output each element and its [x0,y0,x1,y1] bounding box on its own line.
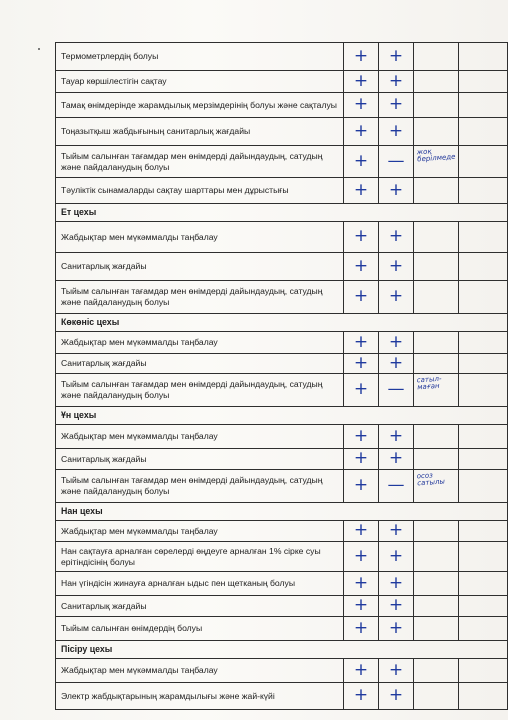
note-cell [414,449,459,470]
section-empty-cell [344,641,379,659]
criterion-label: Электр жабдықтарының жарамдылығы және жай-күйі [56,683,344,710]
criterion-label: Жабдықтар мен мүкәммалды таңбалау [56,659,344,683]
handwritten-mark: + [353,286,369,306]
table-row [56,281,508,314]
mark-cell-first [344,425,379,449]
mark-cell-first [344,93,379,118]
mark-cell-second [379,659,414,683]
table-row [56,425,508,449]
criterion-label: Тыйым салынған тағамдар мен өнімдерді дайындаудың, сатудың және пайдаланудың болуы [56,281,344,314]
mark-cell-first [344,332,379,354]
criterion-label: Нан сақтауға арналған сөрелерді өңдеуге арналған 1% сірке суы ерітіндісінің болуы [56,542,344,572]
handwritten-mark: + [353,352,369,373]
table-row [56,374,508,407]
handwritten-mark: + [353,572,369,593]
mark-cell-second [379,146,414,178]
handwritten-mark: + [388,179,404,200]
section-empty-cell [344,204,379,222]
mark-cell-first [344,222,379,253]
section-empty-cell [459,204,508,222]
section-empty-cell [414,641,459,659]
handwritten-mark: + [353,379,369,399]
section-empty-cell [414,204,459,222]
handwritten-mark: + [388,352,404,373]
section-heading: Ет цехы [56,204,344,222]
mark-cell-second [379,374,414,407]
table-row [56,596,508,617]
criterion-label: Жабдықтар мен мүкәммалды таңбалау [56,425,344,449]
empty-cell [459,683,508,710]
note-cell [414,374,459,407]
section-empty-cell [344,503,379,521]
handwritten-mark: + [353,545,369,566]
empty-cell [459,354,508,374]
mark-cell-first [344,281,379,314]
empty-cell [459,617,508,641]
mark-cell-first [344,617,379,641]
mark-cell-second [379,222,414,253]
note-cell [414,332,459,354]
table-row [56,449,508,470]
note-cell [414,659,459,683]
criterion-label: Тыйым салынған тағамдар мен өнімдерді дайындаудың, сатудың және пайдаланудың болуы [56,146,344,178]
table-row [56,146,508,178]
mark-cell-second [379,253,414,281]
section-row [56,314,508,332]
mark-cell-first [344,118,379,146]
handwritten-mark: + [388,45,404,66]
handwritten-mark: + [353,659,369,680]
mark-cell-first [344,354,379,374]
handwritten-note: жоқ берілмеде [416,147,456,164]
handwritten-mark: + [388,226,404,246]
empty-cell [459,449,508,470]
mark-cell-first [344,521,379,542]
table-row [56,521,508,542]
empty-cell [459,374,508,407]
checklist-table [55,42,508,710]
handwritten-note: осоз сатылы [416,471,446,488]
empty-cell [459,332,508,354]
table-row [56,43,508,71]
mark-cell-first [344,542,379,572]
handwritten-mark: + [353,94,369,114]
mark-cell-first [344,253,379,281]
criterion-label: Санитарлық жағдайы [56,354,344,374]
empty-cell [459,596,508,617]
section-empty-cell [414,314,459,332]
handwritten-mark: + [353,70,369,91]
mark-cell-second [379,617,414,641]
empty-cell [459,71,508,93]
empty-cell [459,542,508,572]
mark-cell-second [379,683,414,710]
handwritten-mark: + [353,448,369,468]
criterion-label: Нан үгіндісін жинауға арналған ыдыс пен щетканың болуы [56,572,344,596]
note-cell [414,521,459,542]
section-empty-cell [459,641,508,659]
handwritten-mark: + [353,475,369,495]
table-row [56,332,508,354]
mark-cell-first [344,178,379,204]
criterion-label: Термометрлердің болуы [56,43,344,71]
mark-cell-first [344,374,379,407]
section-row [56,641,508,659]
section-empty-cell [414,503,459,521]
mark-cell-second [379,425,414,449]
handwritten-mark: + [353,179,369,200]
empty-cell [459,253,508,281]
handwritten-mark: + [353,255,369,276]
handwritten-mark: — [387,475,405,495]
table-row [56,253,508,281]
criterion-label: Тыйым салынған тағамдар мен өнімдерді дайындаудың, сатудың және пайдаланудың болуы [56,374,344,407]
section-empty-cell [459,503,508,521]
empty-cell [459,425,508,449]
table-row [56,118,508,146]
section-empty-cell [379,503,414,521]
note-cell [414,425,459,449]
table-row [56,222,508,253]
handwritten-mark: + [353,425,369,446]
note-cell [414,281,459,314]
handwritten-mark: + [388,94,404,114]
section-heading: Ұн цехы [56,407,344,425]
section-heading: Нан цехы [56,503,344,521]
criterion-label: Жабдықтар мен мүкәммалды таңбалау [56,521,344,542]
empty-cell [459,572,508,596]
mark-cell-second [379,521,414,542]
empty-cell [459,281,508,314]
handwritten-mark: + [388,255,404,276]
table-row [56,470,508,503]
handwritten-mark: + [353,520,369,540]
criterion-label: Тоңазытқыш жабдығының санитарлық жағдайы [56,118,344,146]
mark-cell-second [379,178,414,204]
note-cell [414,572,459,596]
mark-cell-second [379,93,414,118]
handwritten-mark: + [388,595,404,615]
empty-cell [459,178,508,204]
note-cell [414,222,459,253]
note-cell [414,146,459,178]
mark-cell-second [379,43,414,71]
section-empty-cell [344,407,379,425]
criterion-label: Тауар көршілестігін сақтау [56,71,344,93]
mark-cell-first [344,71,379,93]
criterion-label: Санитарлық жағдайы [56,449,344,470]
mark-cell-second [379,118,414,146]
section-heading: Көкөніс цехы [56,314,344,332]
note-cell [414,617,459,641]
table-row [56,617,508,641]
criterion-label: Санитарлық жағдайы [56,253,344,281]
mark-cell-first [344,449,379,470]
note-cell [414,253,459,281]
mark-cell-second [379,332,414,354]
mark-cell-first [344,572,379,596]
section-empty-cell [414,407,459,425]
handwritten-mark: — [387,150,405,171]
section-row [56,407,508,425]
mark-cell-first [344,683,379,710]
note-cell [414,470,459,503]
note-cell [414,93,459,118]
mark-cell-second [379,449,414,470]
mark-cell-second [379,542,414,572]
section-row [56,503,508,521]
mark-cell-first [344,596,379,617]
section-empty-cell [379,407,414,425]
table-row [56,93,508,118]
section-empty-cell [379,204,414,222]
handwritten-mark: + [353,120,369,141]
table-row [56,683,508,710]
handwritten-mark: + [353,595,369,615]
handwritten-mark: — [387,379,405,399]
section-empty-cell [379,641,414,659]
table-row [56,542,508,572]
empty-cell [459,43,508,71]
mark-cell-first [344,146,379,178]
section-heading: Пісіру цехы [56,641,344,659]
handwritten-mark: + [388,120,404,141]
note-cell [414,71,459,93]
criterion-label: Тамақ өнімдерінде жарамдылық мерзімдерінің болуы және сақталуы [56,93,344,118]
criterion-label: Жабдықтар мен мүкәммалды таңбалау [56,222,344,253]
handwritten-mark: + [388,545,404,566]
empty-cell [459,93,508,118]
empty-cell [459,521,508,542]
mark-cell-second [379,596,414,617]
empty-cell [459,118,508,146]
table-row [56,178,508,204]
note-cell [414,596,459,617]
note-cell [414,43,459,71]
handwritten-mark: + [388,685,404,705]
note-cell [414,683,459,710]
handwritten-note: сатыл- маған [416,374,442,392]
criterion-label: Санитарлық жағдайы [56,596,344,617]
table-row [56,572,508,596]
mark-cell-second [379,354,414,374]
criterion-label: Жабдықтар мен мүкәммалды таңбалау [56,332,344,354]
section-empty-cell [344,314,379,332]
mark-cell-second [379,470,414,503]
handwritten-mark: + [388,425,404,446]
paper-speck [38,48,40,50]
handwritten-mark: + [353,331,369,352]
mark-cell-first [344,470,379,503]
note-cell [414,118,459,146]
section-empty-cell [459,407,508,425]
handwritten-mark: + [388,70,404,91]
section-row [56,204,508,222]
handwritten-mark: + [353,150,369,171]
handwritten-mark: + [353,45,369,66]
table-row [56,354,508,374]
handwritten-mark: + [353,617,369,638]
empty-cell [459,222,508,253]
mark-cell-second [379,281,414,314]
table-row [56,659,508,683]
mark-cell-first [344,659,379,683]
criterion-label: Тәуліктік сынамаларды сақтау шарттары мен дұрыстығы [56,178,344,204]
section-empty-cell [379,314,414,332]
empty-cell [459,146,508,178]
handwritten-mark: + [353,685,369,705]
handwritten-mark: + [353,226,369,246]
note-cell [414,178,459,204]
mark-cell-second [379,572,414,596]
handwritten-mark: + [388,331,404,352]
mark-cell-first [344,43,379,71]
handwritten-mark: + [388,572,404,593]
empty-cell [459,659,508,683]
table-row [56,71,508,93]
note-cell [414,542,459,572]
handwritten-mark: + [388,659,404,680]
handwritten-mark: + [388,448,404,468]
note-cell [414,354,459,374]
empty-cell [459,470,508,503]
handwritten-mark: + [388,286,404,306]
criterion-label: Тыйым салынған өнімдердің болуы [56,617,344,641]
criterion-label: Тыйым салынған тағамдар мен өнімдерді дайындаудың, сатудың және пайдаланудың болуы [56,470,344,503]
handwritten-mark: + [388,617,404,638]
mark-cell-second [379,71,414,93]
handwritten-mark: + [388,520,404,540]
section-empty-cell [459,314,508,332]
